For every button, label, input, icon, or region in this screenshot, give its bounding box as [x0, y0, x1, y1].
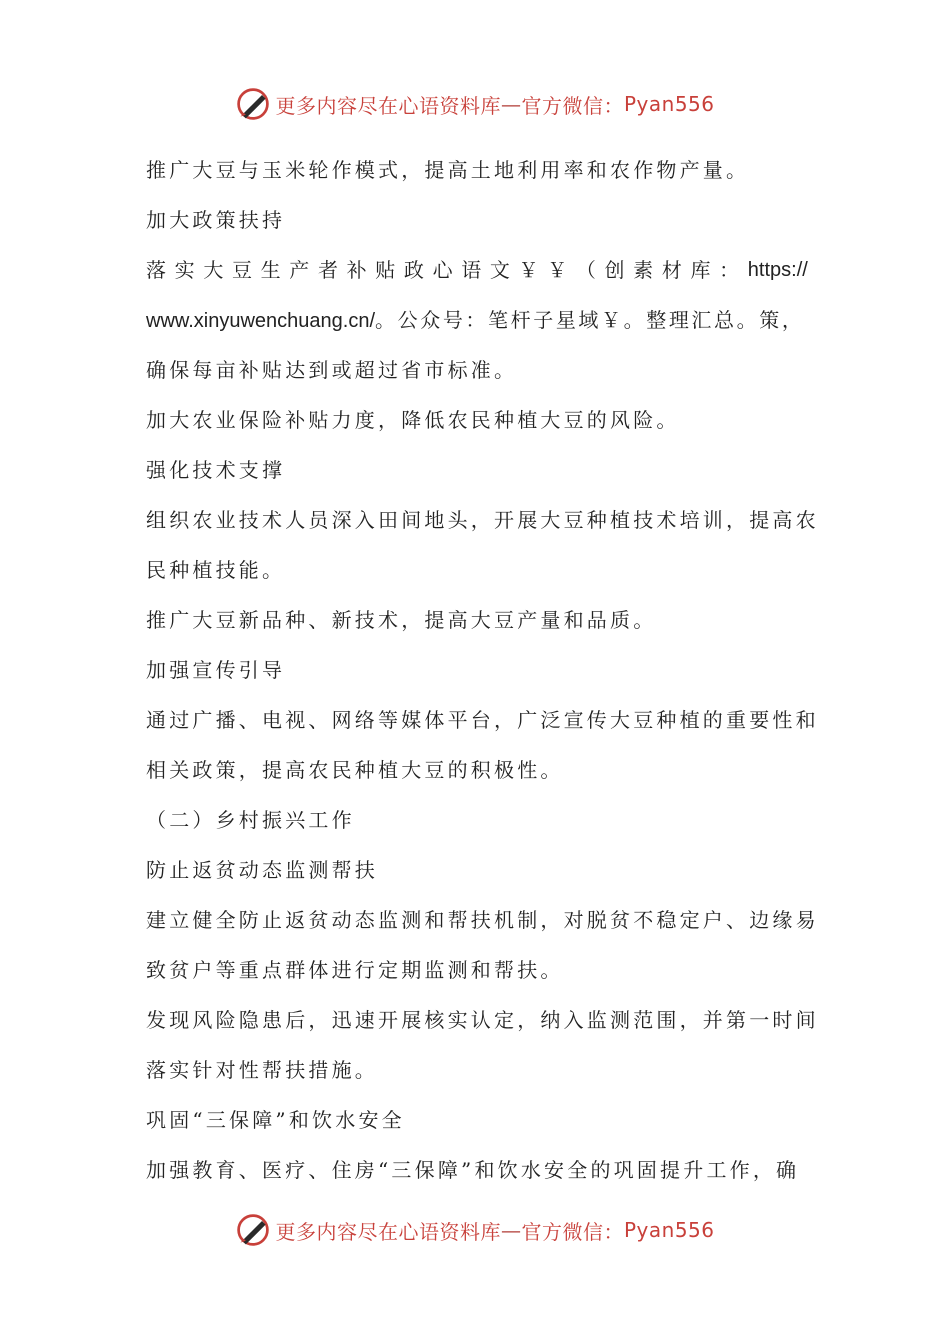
paragraph-line: 致贫户等重点群体进行定期监测和帮扶。 [146, 958, 564, 982]
paragraph-line: 推广大豆与玉米轮作模式，提高土地利用率和农作物产量。 [146, 158, 750, 182]
paragraph-line: www.xinyuwenchuang.cn/。公众号：笔杆子星域￥。整理汇总。策， [146, 308, 805, 332]
url-link: www.xinyuwenchuang.cn/ [146, 310, 376, 332]
paragraph-line: 落实针对性帮扶措施。 [146, 1058, 378, 1082]
footer-site-name: 更多内容尽在心语资料库 [275, 1219, 501, 1244]
pen-logo-icon [235, 86, 271, 122]
paragraph-line: 发现风险隐患后，迅速开展核实认定，纳入监测范围，并第一时间 [146, 1008, 819, 1032]
url-fragment: https:// [747, 259, 808, 281]
section-heading: 巩固“三保障”和饮水安全 [146, 1108, 405, 1132]
header-wechat-id: Pyan556 [623, 92, 715, 116]
paragraph-line: 推广大豆新品种、新技术，提高大豆产量和品质。 [146, 608, 657, 632]
paragraph-line: 通过广播、电视、网络等媒体平台，广泛宣传大豆种植的重要性和 [146, 708, 819, 732]
section-heading: 防止返贫动态监测帮扶 [146, 858, 378, 882]
footer-dash: — [500, 1218, 522, 1242]
paragraph-line: 建立健全防止返贫动态监测和帮扶机制，对脱贫不稳定户、边缘易 [146, 908, 819, 932]
paragraph-line: 组织农业技术人员深入田间地头，开展大豆种植技术培训，提高农 [146, 508, 819, 532]
header-banner [0, 84, 950, 124]
section-heading: 强化技术支撑 [146, 458, 286, 482]
paragraph-line: 确保每亩补贴达到或超过省市标准。 [146, 358, 518, 382]
paragraph-line: 加大农业保险补贴力度，降低农民种植大豆的风险。 [146, 408, 680, 432]
paragraph-line: 相关政策，提高农民种植大豆的积极性。 [146, 758, 564, 782]
footer-banner [0, 1210, 950, 1250]
paragraph-line: 落 实 大 豆 生 产 者 补 贴 政 心 语 文 ￥ ￥ （ 创 素 材 库 ： https:// [146, 250, 808, 300]
section-heading: 加强宣传引导 [146, 658, 286, 682]
section-heading: 加大政策扶持 [146, 208, 286, 232]
section-heading: （二）乡村振兴工作 [146, 808, 355, 832]
header-dash: — [500, 92, 522, 116]
header-wechat-label: 官方微信： [521, 93, 624, 118]
document-body [146, 150, 819, 1200]
footer-wechat-label: 官方微信： [521, 1219, 624, 1244]
header-site-name: 更多内容尽在心语资料库 [275, 93, 501, 118]
footer-wechat-id: Pyan556 [623, 1218, 715, 1242]
pen-logo-icon [235, 1212, 271, 1248]
paragraph-line: 民种植技能。 [146, 558, 286, 582]
paragraph-line: 加强教育、医疗、住房“三保障”和饮水安全的巩固提升工作，确 [146, 1158, 800, 1182]
